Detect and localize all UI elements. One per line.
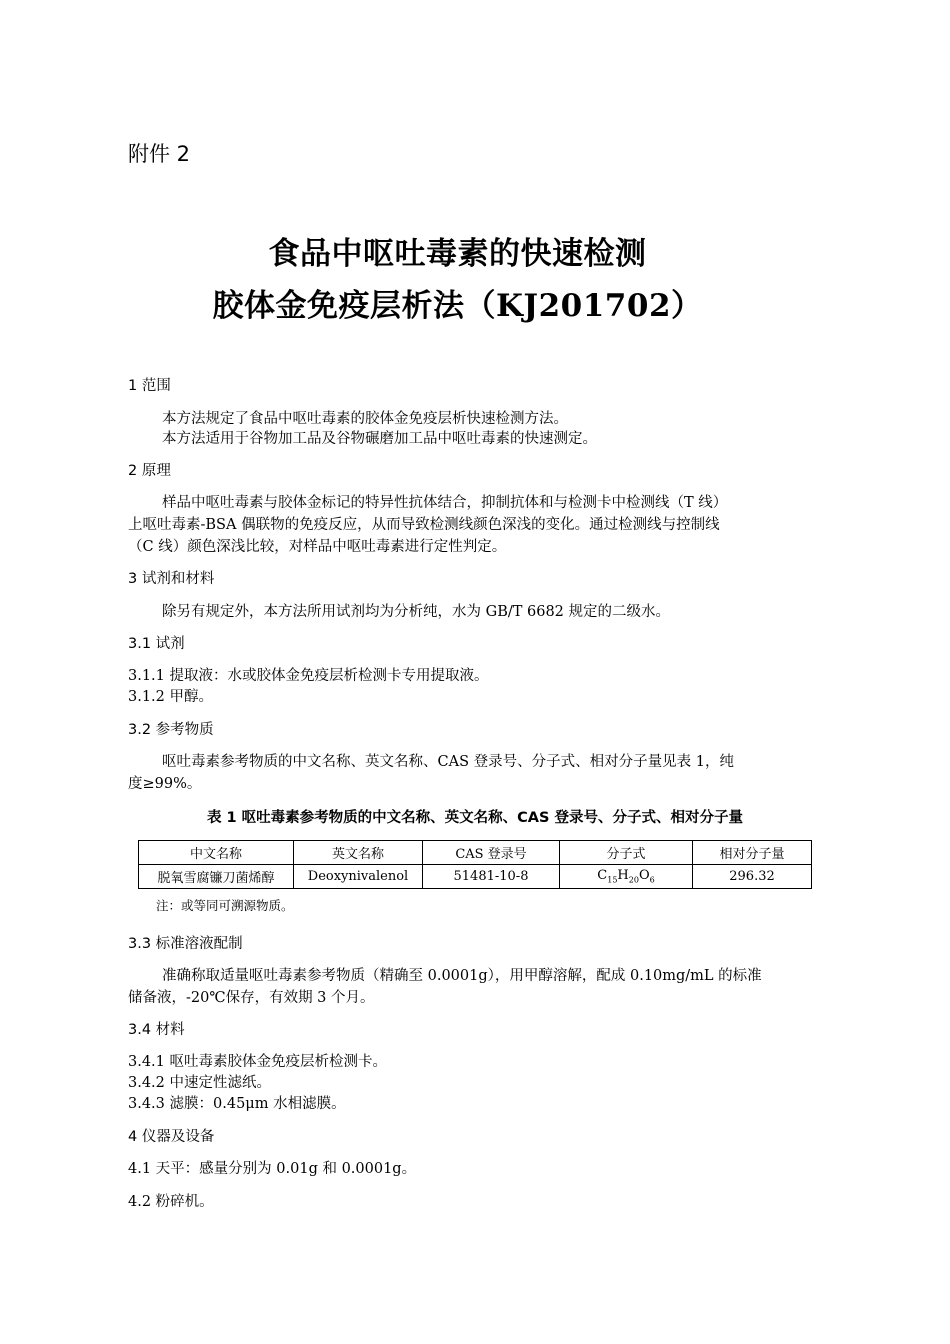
cell-molecular-weight: 296.32: [693, 865, 812, 889]
header-molecular-weight: 相对分子量: [693, 841, 812, 865]
section-1-para-1: 本方法规定了食品中呕吐毒素的胶体金免疫层析快速检测方法。: [162, 411, 568, 427]
header-cn-name: 中文名称: [139, 841, 294, 865]
section-3-4-item-1: 3.4.1 呕吐毒素胶体金免疫层析检测卡。: [128, 1054, 388, 1070]
section-4-item-1: 4.1 天平：感量分别为 0.01g 和 0.0001g。: [128, 1161, 417, 1177]
cell-en-name: Deoxynivalenol: [294, 865, 423, 889]
section-2-line-3: （C 线）颜色深浅比较，对样品中呕吐毒素进行定性判定。: [128, 539, 507, 555]
cell-cn-name: 脱氧雪腐镰刀菌烯醇: [139, 865, 294, 889]
title-line-2: 胶体金免疫层析法（KJ201702）: [212, 288, 703, 324]
section-3-1-heading: 3.1 试剂: [128, 636, 185, 652]
section-2-heading: 2 原理: [128, 463, 171, 479]
table-1-caption: 表 1 呕吐毒素参考物质的中文名称、英文名称、CAS 登录号、分子式、相对分子量: [206, 810, 744, 826]
section-3-2-line-2: 度≥99%。: [128, 776, 202, 792]
table-row: [139, 865, 812, 889]
cell-formula: $C_{15}H_{20}O_6$: [560, 865, 693, 889]
section-3-heading: 3 试剂和材料: [128, 571, 215, 587]
section-3-3-heading: 3.3 标准溶液配制: [128, 936, 243, 952]
table-1-note: 注：或等同可溯源物质。: [156, 898, 294, 913]
section-1-heading: 1 范围: [128, 378, 171, 394]
section-4-heading: 4 仪器及设备: [128, 1129, 215, 1145]
attachment-label: 附件 2: [128, 142, 191, 166]
cell-cas: 51481-10-8: [423, 865, 560, 889]
header-formula: 分子式: [560, 841, 693, 865]
header-en-name: 英文名称: [294, 841, 423, 865]
section-3-4-item-3: 3.4.3 滤膜：0.45μm 水相滤膜。: [128, 1096, 346, 1112]
section-3-3-line-1: 准确称取适量呕吐毒素参考物质（精确至 0.0001g），用甲醇溶解，配成 0.10mg/mL 的标准: [162, 968, 762, 984]
section-1-para-2: 本方法适用于谷物加工品及谷物碾磨加工品中呕吐毒素的快速测定。: [162, 431, 597, 447]
title-line-1: 食品中呕吐毒素的快速检测: [268, 236, 647, 272]
section-4-item-2: 4.2 粉碎机。: [128, 1194, 214, 1210]
section-3-4-item-2: 3.4.2 中速定性滤纸。: [128, 1075, 272, 1091]
reference-material-table: [138, 840, 812, 889]
header-cas: CAS 登录号: [423, 841, 560, 865]
section-3-2-line-1: 呕吐毒素参考物质的中文名称、英文名称、CAS 登录号、分子式、相对分子量见表 1，纯: [162, 754, 734, 770]
table-header-row: [139, 841, 812, 865]
section-2-line-2: 上呕吐毒素-BSA 偶联物的免疫反应，从而导致检测线颜色深浅的变化。通过检测线与控制线: [128, 517, 720, 533]
section-3-3-line-2: 储备液，-20℃保存，有效期 3 个月。: [128, 990, 375, 1006]
section-2-line-1: 样品中呕吐毒素与胶体金标记的特异性抗体结合，抑制抗体和与检测卡中检测线（T 线）: [162, 495, 728, 511]
section-3-4-heading: 3.4 材料: [128, 1022, 185, 1038]
section-3-2-heading: 3.2 参考物质: [128, 722, 214, 738]
section-3-1-item-1: 3.1.1 提取液：水或胶体金免疫层析检测卡专用提取液。: [128, 668, 489, 684]
section-3-para-1: 除另有规定外，本方法所用试剂均为分析纯，水为 GB/T 6682 规定的二级水。: [162, 604, 671, 620]
section-3-1-item-2: 3.1.2 甲醇。: [128, 689, 214, 705]
